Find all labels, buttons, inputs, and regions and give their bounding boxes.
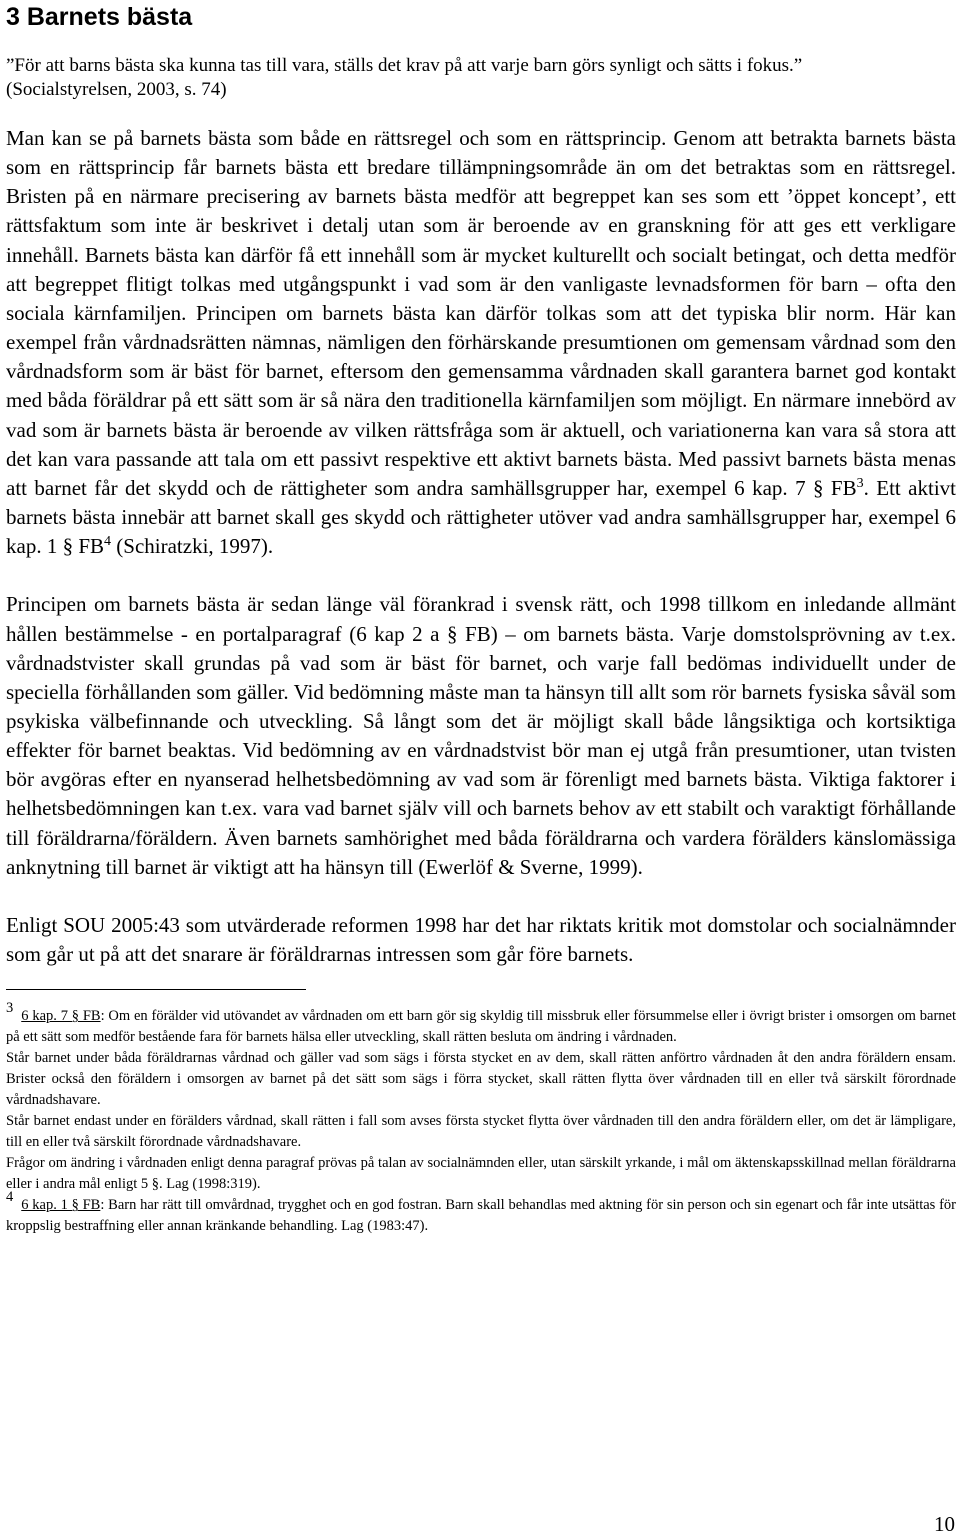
quote-text: ”För att barns bästa ska kunna tas till vara, ställs det krav på att varje barn görs synligt och sätts i fokus.”: [6, 55, 803, 76]
footnote-3: [6, 1000, 957, 1048]
footnote-3-para-3: Står barnet endast under en förälders vårdnad, skall rätten i fall som avses första stycket flytta över vårdnaden till den andra föräldern eller, om det är lämpligare, till en eller två särskilt förordnade vårdnadshavare.: [6, 1113, 956, 1151]
page-number: 10: [934, 1512, 955, 1536]
footnote-3-number: 3: [6, 1000, 14, 1017]
paragraph-2: Principen om barnets bästa är sedan länge väl förankrad i svensk rätt, och 1998 tillkom en inledande allmänt hållen bestämmelse - en portalparagraf (6 kap 2 a § FB) – om barnets bästa. Varje domstolsprövning av t.ex. vårdnadstvister skall grundas på vad som är bäst för barnet, och varje fall bedömas individuellt under de speciella förhållanden som gäller. Vid bedömning måste man ta hänsyn till allt som rör barnets fysiska såväl som psykiska välbefinnande och utveckling. Så långt som det är möjligt skall både långsiktiga och kortsiktiga effekter för barnet beaktas. Vid bedömning av en vårdnadstvist bör man ej utgå från presumtioner, utan tvisten bör avgöras efter en nyanserad helhetsbedömning av vad som är förenligt med barnets bästa. Viktiga faktorer i helhetsbedömningen kan t.ex. vara vad barnet själv vill och barnets behov av ett stabilt och varaktigt förhållande till föräldrarna/föräldern. Även barnets samhörighet med båda föräldrarna och vardera förälders känslomässiga anknytning till barnet är viktigt att ha hänsyn till (Ewerlöf & Sverne, 1999).: [6, 592, 956, 879]
footnote-4-text: : Barn har rätt till omvårdnad, trygghet och en god fostran. Barn skall behandlas med aktning för sin person och sin egenart och får inte utsättas för kroppslig bestraffning eller annan kränkande behandling. Lag (1983:47).: [6, 1197, 956, 1235]
footnote-3-para-2: Står barnet under båda föräldrarnas vårdnad och gäller vad som sägs i första stycket en av dem, skall rätten anförtro vårdnaden åt den andra föräldern ensam. Brister också den föräldern i omsorgen av barnet på det sätt som sägs i förra stycket, skall rätten flytta över vårdnaden till en eller två särskilt förordnade vårdnadshavare.: [6, 1050, 956, 1109]
block-quote: [6, 54, 956, 102]
paragraph-1: [6, 124, 956, 561]
footnote-4: [6, 1189, 956, 1237]
paragraph-1-text-c: (Schiratzki, 1997).: [111, 534, 274, 559]
footnotes: [6, 1000, 957, 1237]
footnote-ref-4[interactable]: 4: [104, 534, 112, 550]
paragraph-1-text-a: Man kan se på barnets bästa som både en rättsregel och som en rättsprincip. Genom att betrakta barnets bästa som en rättsprincip får barnets bästa ett bredare tillämpningsområde än om det betraktas som en rättsregel. Bristen på en närmare precisering av barnets bästa medför att begreppet kan ses som ett ’öppet koncept’, ett rättsfaktum som inte är beskrivet i detalj utan som är beroende av en granskning för att ges ett verkligare innehåll. Barnets bästa kan därför få ett innehåll som är mycket kulturellt och socialt betingat, och detta medför att begreppet flitigt tolkas med utgångspunkt i vad som är den vanligaste levnadsformen för barn – ofta den sociala kärnfamiljen. Principen om barnets bästa kan därför tolkas som att det typiska blir norm. Här kan exempel från vårdnadsrätten nämnas, nämligen den förhärskande presumtionen om gemensam vårdnad som den vårdnadsform som är bäst för barnet, eftersom den gemensamma vårdnaden skall garantera barnet god kontakt med båda föräldrar på ett sätt som är så nära den traditionella kärnfamiljen som möjligt. En närmare innebörd av vad som är barnets bästa är beroende av vilken rättsfråga som är aktuell, och variationerna kan vara så stora att det kan vara passande att tala om ett passivt respektive ett aktivt barnets bästa. Med passivt barnets bästa menas att barnet får det skydd och de rättigheter som andra samhällsgrupper har, exempel 6 kap. 7 § FB: [6, 126, 956, 500]
section-heading: 3 Barnets bästa: [6, 3, 193, 31]
footnote-ref-3[interactable]: 3: [856, 475, 864, 491]
footnote-3-ref-label[interactable]: 6 kap. 7 § FB: [21, 1008, 101, 1025]
document-page: [6, 0, 956, 1237]
footnote-3-para-4: Frågor om ändring i vårdnaden enligt denna paragraf prövas på talan av socialnämnden eller, utan särskilt yrkande, i mål om äktenskapsskillnad mellan föräldrarna eller i andra mål enligt 5 §. Lag (1998:319).: [6, 1155, 956, 1193]
footnote-4-number: 4: [6, 1189, 14, 1206]
footnote-4-ref-label[interactable]: 6 kap. 1 § FB: [21, 1197, 101, 1214]
quote-citation: (Socialstyrelsen, 2003, s. 74): [6, 79, 227, 100]
footnote-3-text: : Om en förälder vid utövandet av vårdnaden om ett barn gör sig skyldig till missbruk eller försummelse eller i övrigt brister i omsorgen om barnet på ett sätt som medför bestående fara för barnets hälsa eller utveckling, skall rätten besluta om ändring i vårdnaden.: [6, 1008, 957, 1046]
footnote-separator: [6, 989, 306, 990]
paragraph-3: Enligt SOU 2005:43 som utvärderade reformen 1998 har det har riktats kritik mot domstolar och socialnämnder som går ut på att det snarare är föräldrarnas intressen som går före barnets.: [6, 912, 956, 967]
paragraph-1-text-b: . Ett aktivt barnets bästa innebär att barnet skall ges skydd och rättigheter utöver vad andra samhällsgrupper har, exempel 6 kap. 1 § FB: [6, 475, 956, 559]
